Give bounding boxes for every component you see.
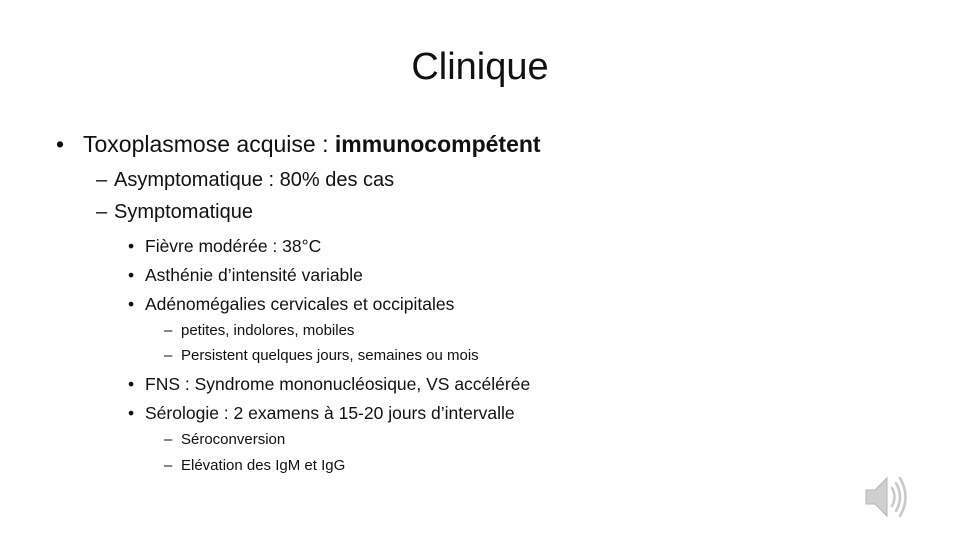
item-text: petites, indolores, mobiles xyxy=(181,322,355,339)
dash-item-petites xyxy=(164,322,354,339)
item-text: Elévation des IgM et IgG xyxy=(181,457,346,474)
item-text: Fièvre modérée : 38°C xyxy=(145,236,322,256)
speaker-icon-graphic xyxy=(862,474,912,520)
dash-marker: – xyxy=(164,347,173,364)
dash-item-symptomatique xyxy=(96,201,253,224)
item-text: Symptomatique xyxy=(114,201,253,223)
item-text: Toxoplasmose acquise : xyxy=(83,131,335,157)
dash-item-elevation xyxy=(164,457,345,474)
speaker-icon[interactable] xyxy=(862,474,912,520)
bullet-marker: • xyxy=(128,294,135,314)
dash-marker: – xyxy=(164,457,173,474)
item-text: Sérologie : 2 examens à 15-20 jours d’intervalle xyxy=(145,403,515,423)
dash-marker: – xyxy=(164,431,173,448)
bullet-item-toxoplasmose xyxy=(56,131,541,158)
item-text: Asymptomatique : 80% des cas xyxy=(114,169,395,191)
bullet-item-adenomegalies xyxy=(128,294,454,315)
item-text: FNS : Syndrome mononucléosique, VS accélérée xyxy=(145,374,531,394)
dash-marker: – xyxy=(164,322,173,339)
bullet-item-asthenie xyxy=(128,265,363,286)
bullet-item-fns xyxy=(128,374,530,395)
bullet-item-serologie xyxy=(128,403,515,424)
dash-marker: – xyxy=(96,201,108,223)
item-text: Adénomégalies cervicales et occipitales xyxy=(145,294,455,314)
item-text: Persistent quelques jours, semaines ou mois xyxy=(181,347,479,364)
dash-item-seroconversion xyxy=(164,431,285,448)
dash-item-asymptomatique xyxy=(96,169,394,192)
item-text: Asthénie d’intensité variable xyxy=(145,265,363,285)
bullet-marker: • xyxy=(56,131,65,157)
item-text: Séroconversion xyxy=(181,431,286,448)
item-bold-text: immunocompétent xyxy=(334,131,541,157)
bullet-item-fievre xyxy=(128,236,321,257)
bullet-marker: • xyxy=(128,236,135,256)
bullet-marker: • xyxy=(128,265,135,285)
bullet-marker: • xyxy=(128,403,135,423)
dash-marker: – xyxy=(96,169,108,191)
dash-item-persistent xyxy=(164,347,479,364)
bullet-marker: • xyxy=(128,374,135,394)
slide-title: Clinique xyxy=(411,46,549,88)
